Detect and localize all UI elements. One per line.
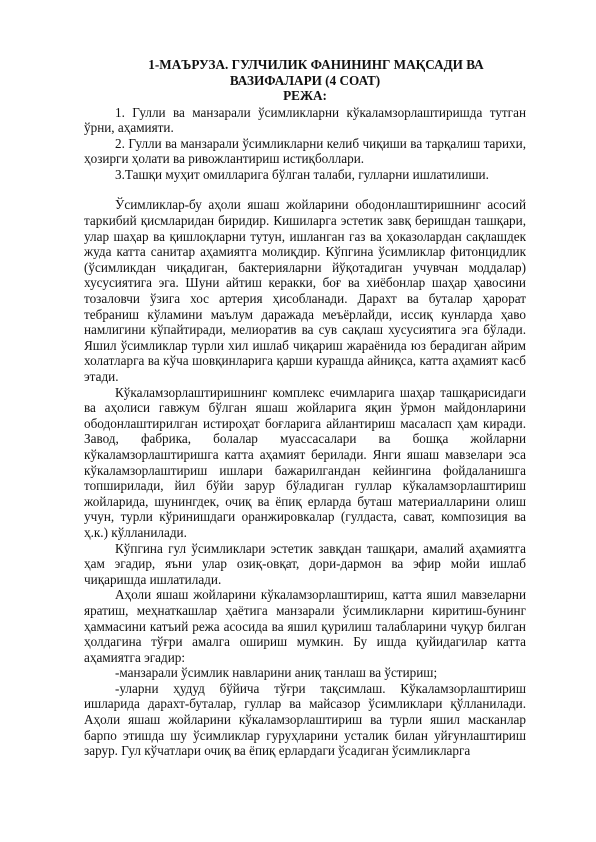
body-paragraph-1: Ўсимликлар-бу аҳоли яшаш жойларини ободонлаштиришнинг асосий таркибий қисмларидан биридир. Кишиларга эстетик завқ беришдан ташқари, улар шаҳар ва қишлоқларни тутун, ишланган газ ва ҳоказолардан сақлашдек жуда катта санитар аҳамиятга молиқдир. Кўпгина ўсимликлар фитонцидлик (ўсимликдан чиқадиган, бактерияларни йўқотадиган учувчан моддалар) хусусиятига эга. Шуни айтиш керакки, боғ ва хиёбонлар шаҳар ҳавосини тозаловчи ўзига хос артерия ҳисобланади. Дарахт ва буталар ҳарорат тебраниш кўламини маълум даражада меъёрлайди, иссиқ кунларда ҳаво намлигини кўпайтиради, мелиоратив ва сув сақлаш хусусиятига эга бўлади. Яшил ўсимликлар турли хил ишлаб чиқариш жараёнида юз берадиган айрим холатларга ва кўча шовқинларига қарши курашда айниқса, катта аҳамият касб этади. (84, 197, 526, 384)
document-page (84, 57, 526, 759)
body-paragraph-4: Аҳоли яшаш жойларини кўкаламзорлаштириш, катта яшил мавзеларни яратиш, меҳнаткашлар ҳаётига манзарали ўсимликларни киритиш-бунинг ҳаммасини катъий режа асосида ва яшил қурилиш талабларини чуқур билган ҳолдагина тўғри амалга ошириш мумкин. Бу ишда қуйидагилар катта аҳамиятга эгадир: (84, 587, 526, 665)
body-list-item-2: -уларни ҳудуд бўйича тўғри тақсимлаш. Кўкаламзорлаштириш ишларида дарахт-буталар, гуллар ва майсазор ўсимликлари қўлланилади. Аҳоли яшаш жойларини кўкаламзорлаштириш ва турли яшил масканлар барпо этишда шу ўсимликлар гуруҳларини усталик билан уйғунлаштириш зарур. Гул кўчатлари очиқ ва ёпиқ ерлардаги ўсадиган ўсимликларга (84, 680, 526, 759)
plan-heading: РЕЖА: (283, 88, 327, 103)
body-paragraph-3: Кўпгина гул ўсимликлари эстетик завқдан ташқари, амалий аҳамиятга ҳам эгадир, яъни улар озиқ-овқат, дори-дармон ва эфир мойи ишлаб чиқаришда ишлатилади. (84, 540, 526, 587)
plan-item-2: 2. Гулли ва манзарали ўсимликларни келиб чиқиши ва тарқалиш тарихи, ҳозирги ҳолати ва ривожлантириш истиқболлари. (84, 135, 526, 167)
plan-item-3: 3.Ташқи муҳит омилларига бўлган талаби, гулларни ишлатилиши. (115, 166, 489, 182)
body-paragraph-2: Кўкаламзорлаштиришнинг комплекс ечимларига шаҳар ташқарисидаги ва аҳолиси гавжум бўлган яшаш жойларига яқин ўрмон майдонларини ободонлаштирилган истироҳат боғларига айлантириш масаласп ҳам киради. Завод, фабрика, болалар муассасалари ва бошқа жойларни кўкаламзорлаштиришга катта аҳамият берилади. Янги яшаш мавзелари эса кўкаламзорлаштириш ишлари бажарилгандан кейингина фойдаланишга топширилади, йил бўйи зарур бўладиган гуллар кўкаламзорлаштириш жойларида, шунингдек, очиқ ва ёпиқ ерларда буташ материалларини олиш учун, турли кўринишдаги оранжировкалар (гулдаста, сават, композиция ва ҳ.к.) кўлланилади. (84, 384, 526, 540)
section-spacer (84, 182, 526, 197)
body-list-item-1: -манзарали ўсимлик навларини аниқ танлаш ва ўстириш; (115, 665, 438, 681)
lecture-title-line-2: ВАЗИФАЛАРИ (4 СОАТ) (229, 72, 381, 88)
plan-item-1: 1. Гулли ва манзарали ўсимликларни кўкаламзорлаштиришда тутган ўрни, аҳамияти. (84, 104, 526, 136)
lecture-title-line-1: 1-МАЪРУЗА. ГУЛЧИЛИК ФАНИНИНГ МАҚСАДИ ВА (148, 57, 484, 72)
